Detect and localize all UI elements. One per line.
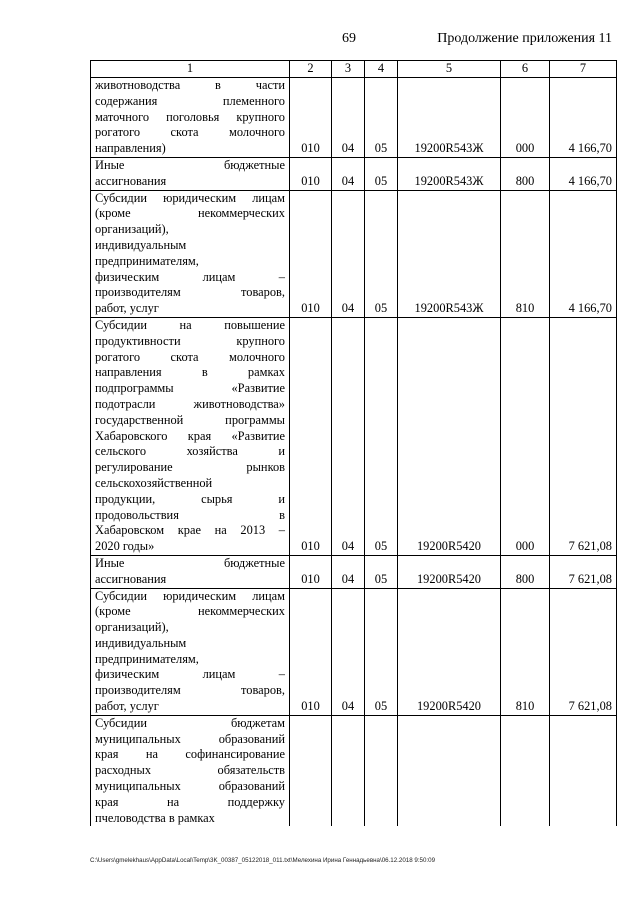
subsection-cell: 05 (365, 317, 398, 555)
table-row (91, 190, 617, 317)
target-item-cell: 19200R5420 (398, 317, 501, 555)
item-name-line: края на софинансирование (95, 747, 285, 762)
item-name-line: предпринимателям, (95, 651, 199, 666)
item-name-line: пчеловодства в рамках (95, 810, 215, 825)
ministry-code-cell: 010 (290, 190, 332, 317)
section-cell: 04 (332, 317, 365, 555)
item-name-line: (кроме некоммерческих (95, 206, 285, 221)
subsection-cell: 05 (365, 78, 398, 158)
item-name-cell (91, 157, 290, 190)
subsection-cell: 05 (365, 588, 398, 715)
item-name-line: направления) (95, 141, 166, 156)
item-name-line: Хабаровского края «Развитие (95, 428, 285, 443)
item-name-line: рогатого скота молочного (95, 349, 285, 364)
item-name-line: ассигнования (95, 571, 167, 586)
item-name-cell (91, 555, 290, 588)
table-row (91, 78, 617, 158)
item-name-line: сельского хозяйства и (95, 444, 285, 459)
item-name-cell (91, 190, 290, 317)
item-name-line: работ, услуг (95, 301, 159, 316)
column-number: 5 (398, 61, 501, 78)
item-name-line: Субсидии на повышение (95, 317, 285, 332)
column-number: 4 (365, 61, 398, 78)
item-name-line: индивидуальным (95, 237, 187, 252)
table-row (91, 317, 617, 555)
continuation-label: Продолжение приложения 11 (437, 31, 612, 46)
item-name-line: Иные бюджетные (95, 157, 285, 172)
item-name-line: государственной программы (95, 412, 285, 427)
item-name-line: Иные бюджетные (95, 555, 285, 570)
amount-cell: 4 166,70 (550, 78, 617, 158)
item-name-line: 2020 годы» (95, 539, 155, 554)
item-name-line: сельскохозяйственной (95, 475, 213, 490)
item-name-line: расходных обязательств (95, 763, 285, 778)
item-name-line: организаций), (95, 620, 169, 635)
item-name-cell (91, 317, 290, 555)
item-name-line: Хабаровском крае на 2013 – (95, 523, 285, 538)
item-name-line: индивидуальным (95, 635, 187, 650)
expense-type-cell: 800 (501, 555, 550, 588)
table-row (91, 588, 617, 715)
section-cell: 04 (332, 190, 365, 317)
table-row (91, 715, 617, 826)
item-name-line: рогатого скота молочного (95, 125, 285, 140)
column-number: 1 (91, 61, 290, 78)
item-name-line: Субсидии юридическим лицам (95, 190, 285, 205)
item-name-line: животноводства в части (95, 78, 285, 92)
column-number: 7 (550, 61, 617, 78)
expense-type-cell: 810 (501, 190, 550, 317)
item-name-cell (91, 715, 290, 826)
subsection-cell (365, 715, 398, 826)
item-name-line: маточного поголовья крупного (95, 109, 285, 124)
section-cell: 04 (332, 78, 365, 158)
item-name-cell (91, 588, 290, 715)
item-name-line: (кроме некоммерческих (95, 604, 285, 619)
column-number: 6 (501, 61, 550, 78)
amount-cell: 7 621,08 (550, 555, 617, 588)
section-cell (332, 715, 365, 826)
amount-cell: 7 621,08 (550, 588, 617, 715)
item-name-line: содержания племенного (95, 93, 285, 108)
target-item-cell (398, 715, 501, 826)
ministry-code-cell (290, 715, 332, 826)
subsection-cell: 05 (365, 555, 398, 588)
item-name-line: ассигнования (95, 173, 167, 188)
file-path-footer: C:\Users\gmelekhaus\AppData\Local\Temp\3K_00387_05122018_011.txt\Мелехина Ирина Геннадьевна\06.12.2018 9:50:09 (90, 857, 436, 864)
section-cell: 04 (332, 588, 365, 715)
expense-type-cell: 000 (501, 317, 550, 555)
item-name-cell (91, 78, 290, 158)
item-name-line: организаций), (95, 222, 169, 237)
subsection-cell: 05 (365, 190, 398, 317)
expense-type-cell: 000 (501, 78, 550, 158)
ministry-code-cell: 010 (290, 78, 332, 158)
expense-type-cell: 800 (501, 157, 550, 190)
item-name-line: продовольствия в (95, 507, 285, 522)
item-name-line: подпрограммы «Развитие (95, 381, 285, 396)
ministry-code-cell: 010 (290, 555, 332, 588)
expense-type-cell: 810 (501, 588, 550, 715)
item-name-line: предпринимателям, (95, 253, 199, 268)
item-name-line: производителям товаров, (95, 285, 285, 300)
item-name-line: Субсидии бюджетам (95, 715, 285, 730)
budget-table (90, 60, 617, 826)
amount-cell: 4 166,70 (550, 157, 617, 190)
subsection-cell: 05 (365, 157, 398, 190)
page-number: 69 (342, 31, 356, 46)
target-item-cell: 19200R5420 (398, 588, 501, 715)
item-name-line: регулирование рынков (95, 460, 285, 475)
item-name-line: продуктивности крупного (95, 333, 285, 348)
item-name-line: Субсидии юридическим лицам (95, 588, 285, 603)
item-name-line: муниципальных образований (95, 779, 285, 794)
target-item-cell: 19200R5420 (398, 555, 501, 588)
amount-cell: 7 621,08 (550, 317, 617, 555)
amount-cell (550, 715, 617, 826)
expense-type-cell (501, 715, 550, 826)
item-name-line: края на поддержку (95, 794, 285, 809)
table-header-row (91, 61, 617, 78)
item-name-line: работ, услуг (95, 699, 159, 714)
item-name-line: физическим лицам – (95, 667, 285, 682)
item-name-line: муниципальных образований (95, 731, 285, 746)
amount-cell: 4 166,70 (550, 190, 617, 317)
item-name-line: подотрасли животноводства» (95, 396, 285, 411)
target-item-cell: 19200R543Ж (398, 157, 501, 190)
section-cell: 04 (332, 555, 365, 588)
table-row (91, 157, 617, 190)
target-item-cell: 19200R543Ж (398, 190, 501, 317)
column-number: 3 (332, 61, 365, 78)
item-name-line: физическим лицам – (95, 269, 285, 284)
ministry-code-cell: 010 (290, 157, 332, 190)
section-cell: 04 (332, 157, 365, 190)
table-row (91, 555, 617, 588)
target-item-cell: 19200R543Ж (398, 78, 501, 158)
ministry-code-cell: 010 (290, 588, 332, 715)
ministry-code-cell: 010 (290, 317, 332, 555)
item-name-line: производителям товаров, (95, 683, 285, 698)
item-name-line: направления в рамках (95, 365, 285, 380)
column-number: 2 (290, 61, 332, 78)
item-name-line: продукции, сырья и (95, 491, 285, 506)
